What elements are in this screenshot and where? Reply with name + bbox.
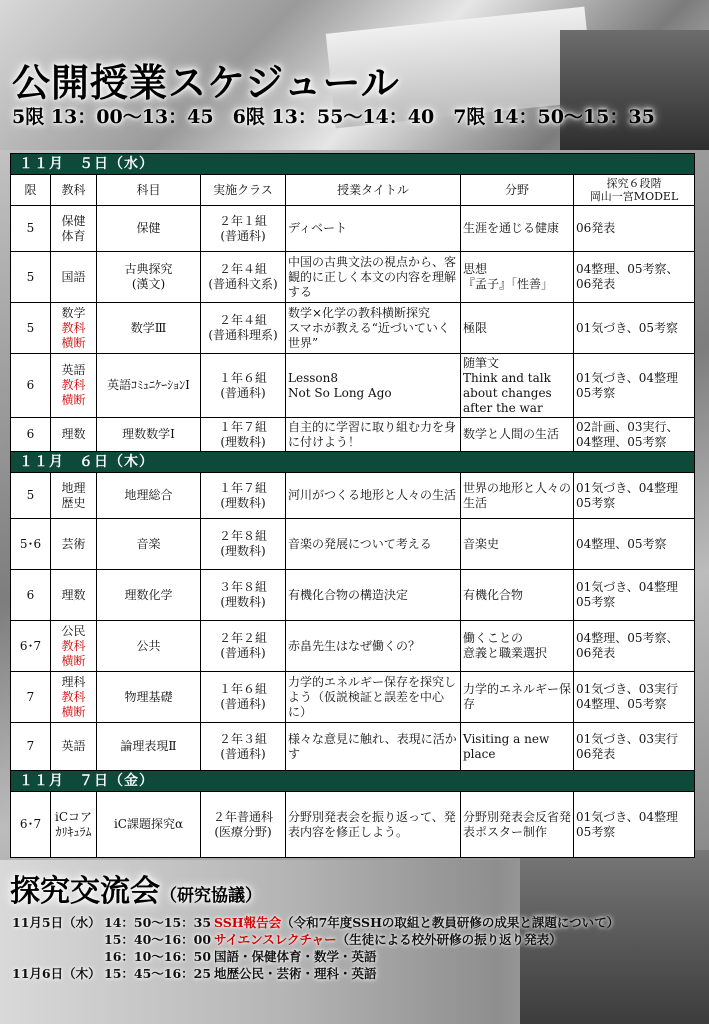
- cell-subject: [51, 206, 97, 252]
- cell-field: Visiting a new place: [461, 723, 574, 771]
- cell-model-stage: 04整理、05考察、06発表: [574, 252, 695, 303]
- forum-subtitle: （研究協議）: [160, 886, 262, 906]
- cross-curricular-tag: 教科: [61, 638, 86, 653]
- cell-course: [97, 519, 201, 570]
- cell-period: 6･7: [11, 621, 51, 672]
- course-line: 地理総合: [124, 488, 173, 502]
- class-name: １年７組: [218, 419, 267, 434]
- cell-period: 5: [11, 206, 51, 252]
- cell-class: [201, 792, 286, 858]
- column-header-klass: 実施クラス: [201, 175, 286, 206]
- table-row: [11, 206, 695, 252]
- cell-course: [97, 473, 201, 519]
- cell-subject: [51, 723, 97, 771]
- forum-time: 14：50〜15：35: [104, 915, 212, 930]
- cell-model-stage: 04整理、05考察、06発表: [574, 621, 695, 672]
- cross-curricular-tag: 横断: [61, 704, 86, 719]
- subject-line: 理科: [61, 674, 86, 689]
- table-row: [11, 621, 695, 672]
- cell-course: [97, 354, 201, 418]
- cell-subject: [51, 570, 97, 621]
- cross-curricular-tag: 教科: [61, 689, 86, 704]
- cell-model-stage: 02計画、03実行、04整理、05考察: [574, 418, 695, 452]
- cell-lesson-title: 音楽の発展について考える: [286, 519, 461, 570]
- period-times: 5限 13：00〜13：45 6限 13：55〜14：40 7限 14：50〜15：35: [12, 106, 655, 128]
- cell-field: 世界の地形と人々の生活: [461, 473, 574, 519]
- forum-item: [12, 914, 619, 931]
- class-name: ２年８組: [218, 529, 267, 543]
- cell-period: 7: [11, 672, 51, 723]
- cell-class: [201, 303, 286, 354]
- subject-line: 理数: [61, 427, 86, 441]
- cell-subject: [51, 672, 97, 723]
- course-line: iC課題探究α: [113, 817, 184, 831]
- subject-line: iCコア: [54, 809, 93, 824]
- forum-text: 国語・保健体育・数学・英語: [214, 949, 377, 964]
- forum-title: 探究交流会（研究協議）: [10, 874, 262, 909]
- cell-model-stage: 04整理、05考察: [574, 519, 695, 570]
- course-line: 理数数学Ⅰ: [122, 427, 175, 441]
- cell-field: 生涯を通じる健康: [461, 206, 574, 252]
- class-dept: (理数科): [220, 434, 266, 449]
- cell-class: [201, 621, 286, 672]
- cell-model-stage: 01気づき、04整理05考察: [574, 792, 695, 858]
- class-name: ２年普通科: [212, 809, 273, 824]
- cell-period: 7: [11, 723, 51, 771]
- course-line: 保健: [136, 221, 161, 235]
- cell-class: [201, 206, 286, 252]
- cell-subject: [51, 519, 97, 570]
- subject-line: 理数: [61, 587, 86, 602]
- cell-model-stage: 01気づき、04整理05考察: [574, 570, 695, 621]
- cell-period: 5･6: [11, 519, 51, 570]
- table-row: [11, 354, 695, 418]
- cross-curricular-tag: 横断: [61, 653, 86, 668]
- course-line: 英語ｺﾐｭﾆｹｰｼｮﾝⅠ: [107, 378, 190, 392]
- course-line: 論理表現Ⅱ: [120, 739, 177, 753]
- table-header-row: [11, 175, 695, 206]
- cell-course: [97, 418, 201, 452]
- cell-lesson-title: 河川がつくる地形と人々の生活: [286, 473, 461, 519]
- table-row: [11, 519, 695, 570]
- class-name: ３年８組: [218, 580, 267, 594]
- subject-line: 保健: [61, 213, 86, 228]
- cross-curricular-tag: 教科: [61, 320, 86, 335]
- class-dept: (医療分野): [214, 824, 272, 839]
- cell-subject: [51, 792, 97, 858]
- subject-line: 国語: [61, 269, 86, 284]
- class-name: ２年１組: [218, 213, 267, 228]
- cross-curricular-tag: 横断: [61, 393, 86, 407]
- forum-time: 15：40〜16：00: [104, 932, 212, 947]
- forum-text: （令和7年度SSHの取組と教員研修の成果と課題について）: [281, 915, 620, 930]
- forum-item: [12, 931, 619, 948]
- class-dept: (理数科): [220, 595, 266, 609]
- forum-time: 15：45〜16：25: [104, 966, 212, 981]
- cell-course: [97, 206, 201, 252]
- cell-lesson-title: 赤畠先生はなぜ働くの？: [286, 621, 461, 672]
- subject-line: 数学: [61, 305, 86, 320]
- cell-course: [97, 570, 201, 621]
- cell-field: 随筆文 Think and talk about changes after the war: [461, 354, 574, 418]
- table-row: [11, 723, 695, 771]
- cell-model-stage: 06発表: [574, 206, 695, 252]
- class-dept: (理数科): [220, 495, 266, 510]
- forum-item: [12, 965, 619, 982]
- forum-label: SSH報告会: [214, 915, 282, 930]
- schedule-table: [10, 153, 695, 858]
- cell-class: [201, 570, 286, 621]
- cell-lesson-title: 中国の古典文法の視点から、客観的に正しく本文の内容を理解する: [286, 252, 461, 303]
- column-header-field: 分野: [461, 175, 574, 206]
- column-header-course: 科目: [97, 175, 201, 206]
- class-name: ２年２組: [218, 631, 267, 645]
- class-name: ２年４組: [218, 313, 267, 327]
- course-line: (漢文): [131, 277, 166, 291]
- forum-item: [12, 948, 619, 965]
- forum-list: [12, 914, 619, 982]
- forum-time: 16：10〜16：50: [104, 949, 212, 964]
- class-dept: (普通科): [220, 697, 266, 711]
- cell-lesson-title: 有機化合物の構造決定: [286, 570, 461, 621]
- cell-course: [97, 723, 201, 771]
- cell-class: [201, 473, 286, 519]
- subject-line: 公民: [61, 623, 86, 638]
- cell-period: 5: [11, 252, 51, 303]
- subject-line: 芸術: [61, 536, 86, 551]
- cross-curricular-tag: 横断: [61, 335, 86, 350]
- cell-model-stage: 01気づき、04整理05考察: [574, 354, 695, 418]
- class-name: ２年３組: [218, 731, 267, 746]
- cell-period: 6･7: [11, 792, 51, 858]
- class-dept: (普通科): [220, 746, 266, 761]
- subject-line: ｶﾘｷｭﾗﾑ: [55, 824, 92, 839]
- cell-model-stage: 01気づき、04整理05考察: [574, 473, 695, 519]
- cell-model-stage: 01気づき、05考察: [574, 303, 695, 354]
- cell-course: [97, 621, 201, 672]
- cell-course: [97, 672, 201, 723]
- class-dept: (普通科理系): [208, 328, 278, 342]
- cell-field: 極限: [461, 303, 574, 354]
- table-row: [11, 418, 695, 452]
- course-line: 古典探究: [124, 262, 173, 276]
- cell-lesson-title: 様々な意見に触れ、表現に活かす: [286, 723, 461, 771]
- cell-period: 6: [11, 570, 51, 621]
- cell-period: 6: [11, 354, 51, 418]
- day-header: １１月 ７日（金）: [11, 771, 695, 792]
- cell-subject: [51, 621, 97, 672]
- cell-subject: [51, 354, 97, 418]
- class-dept: (理数科): [220, 544, 266, 558]
- cell-field: 力学的エネルギー保存: [461, 672, 574, 723]
- class-name: １年６組: [218, 682, 267, 696]
- cell-course: [97, 303, 201, 354]
- column-header-period: 限: [11, 175, 51, 206]
- cell-class: [201, 672, 286, 723]
- cell-subject: [51, 303, 97, 354]
- table-row: [11, 473, 695, 519]
- cell-class: [201, 354, 286, 418]
- class-dept: (普通科): [220, 646, 266, 660]
- subject-line: 体育: [61, 228, 86, 243]
- cell-field: 分野別発表会反省発表ポスター制作: [461, 792, 574, 858]
- cell-course: [97, 792, 201, 858]
- cell-course: [97, 252, 201, 303]
- model-header-line2: 岡山一宮MODEL: [589, 190, 679, 203]
- cell-lesson-title: Lesson8 Not So Long Ago: [286, 354, 461, 418]
- subject-line: 英語: [61, 363, 86, 377]
- day-header: １１月 ５日（水）: [11, 154, 695, 175]
- cell-field: 数学と人間の生活: [461, 418, 574, 452]
- course-line: 数学Ⅲ: [130, 320, 167, 335]
- cell-class: [201, 519, 286, 570]
- cell-period: 5: [11, 303, 51, 354]
- cell-model-stage: 01気づき、03実行04整理、05考察: [574, 672, 695, 723]
- cell-period: 5: [11, 473, 51, 519]
- cell-lesson-title: 自主的に学習に取り組む力を身に付けよう！: [286, 418, 461, 452]
- model-header-line1: 探究６段階: [606, 177, 662, 190]
- column-header-lesson: 授業タイトル: [286, 175, 461, 206]
- page-title: 公開授業スケジュール: [12, 61, 400, 105]
- table-row: [11, 792, 695, 858]
- forum-label: サイエンスレクチャー: [214, 932, 337, 947]
- cell-subject: [51, 418, 97, 452]
- class-name: ２年４組: [218, 262, 267, 276]
- cell-class: [201, 252, 286, 303]
- cell-subject: [51, 473, 97, 519]
- course-line: 理数化学: [124, 587, 173, 602]
- forum-text: （生徒による校外研修の振り返り発表）: [336, 932, 562, 947]
- course-line: 公共: [136, 638, 161, 653]
- column-header-subject: 教科: [51, 175, 97, 206]
- cell-field: 思想 『孟子』「性善」: [461, 252, 574, 303]
- cross-curricular-tag: 教科: [61, 378, 86, 392]
- forum-date: 11月6日（木）: [12, 966, 101, 981]
- course-line: 音楽: [136, 536, 161, 551]
- class-dept: (普通科文系): [208, 277, 278, 291]
- class-dept: (普通科): [220, 228, 266, 243]
- table-row: [11, 303, 695, 354]
- cell-field: 有機化合物: [461, 570, 574, 621]
- cell-class: [201, 723, 286, 771]
- cell-lesson-title: 数学×化学の教科横断探究 スマホが教える“近づいていく世界”: [286, 303, 461, 354]
- column-header-model: [574, 175, 695, 206]
- class-name: １年６組: [218, 370, 267, 385]
- table-row: [11, 252, 695, 303]
- cell-lesson-title: 力学的エネルギー保存を探究しよう（仮説検証と誤差を中心に）: [286, 672, 461, 723]
- forum-text: 地歴公民・芸術・理科・英語: [214, 966, 377, 981]
- forum-date: 11月5日（水）: [12, 915, 101, 930]
- table-row: [11, 570, 695, 621]
- subject-line: 歴史: [61, 495, 86, 510]
- subject-line: 英語: [61, 739, 86, 753]
- subject-line: 地理: [61, 480, 86, 495]
- cell-model-stage: 01気づき、03実行06発表: [574, 723, 695, 771]
- cell-lesson-title: 分野別発表会を振り返って、発表内容を修正しよう。: [286, 792, 461, 858]
- table-row: [11, 672, 695, 723]
- course-line: 物理基礎: [124, 689, 173, 704]
- class-dept: (普通科): [220, 385, 266, 400]
- cell-lesson-title: ディベート: [286, 206, 461, 252]
- cell-field: 音楽史: [461, 519, 574, 570]
- cell-subject: [51, 252, 97, 303]
- cell-field: 働くことの 意義と職業選択: [461, 621, 574, 672]
- class-name: １年７組: [218, 480, 267, 495]
- cell-class: [201, 418, 286, 452]
- cell-period: 6: [11, 418, 51, 452]
- day-header: １１月 ６日（木）: [11, 452, 695, 473]
